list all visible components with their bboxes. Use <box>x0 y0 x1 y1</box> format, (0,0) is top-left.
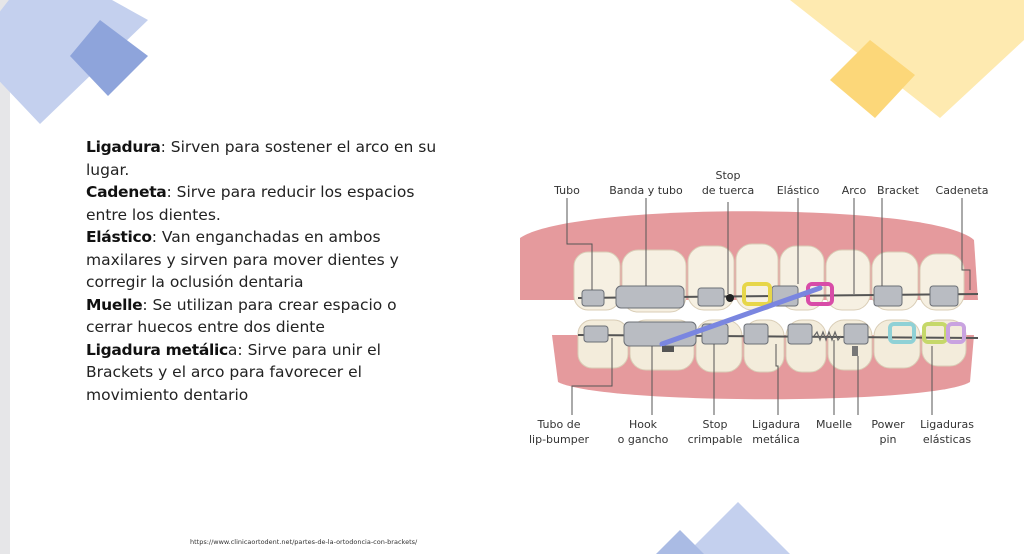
definition-item <box>86 294 446 339</box>
definition-text: : Van enganchadas en ambos maxilares y sirven para mover dientes y corregir la oclusión dentaria <box>86 228 399 291</box>
source-link[interactable]: https://www.clinicaortodent.net/partes-de-la-ortodoncia-con-brackets/ <box>190 538 418 546</box>
definition-text: : Se utilizan para crear espacio o cerrar huecos entre dos diente <box>86 295 397 336</box>
label-arco: Arco <box>841 184 867 197</box>
label-stop-crimpable: Stop crimpable <box>687 418 743 446</box>
label-hook: Hook o gancho <box>617 418 669 446</box>
definition-item <box>86 181 446 226</box>
label-ligaduras-elasticas: Ligaduras elásticas <box>920 418 974 446</box>
label-bracket: Bracket <box>877 184 919 197</box>
label-stop-de-tuerca: Stop de tuerca <box>701 169 755 197</box>
label-elastico: Elástico <box>776 184 820 197</box>
definition-text: : Sirven para sostener el arco en su lugar. <box>86 138 437 179</box>
definition-text: : Sirve para reducir los espacios entre los dientes. <box>86 183 415 224</box>
top-right-decoration <box>790 0 1024 125</box>
label-cadeneta: Cadeneta <box>935 184 989 197</box>
label-power-pin: Power pin <box>871 418 905 446</box>
definition-item <box>86 226 446 294</box>
label-tubo: Tubo <box>554 184 580 197</box>
definition-term: Ligadura <box>86 138 161 156</box>
teeth-illustration <box>512 160 992 455</box>
label-banda-y-tubo: Banda y tubo <box>609 184 683 197</box>
definition-item <box>86 339 446 407</box>
definition-term: Muelle <box>86 295 143 314</box>
definition-term: Ligadura metálic <box>86 340 228 359</box>
definition-term: Cadeneta <box>86 183 167 201</box>
definition-term: Elástico <box>86 228 152 246</box>
label-tubo-lip-bumper: Tubo de lip-bumper <box>528 418 590 446</box>
braces-diagram <box>512 160 992 455</box>
definitions-list <box>86 136 446 406</box>
definition-item <box>86 136 446 181</box>
label-muelle: Muelle <box>815 418 853 431</box>
definition-text: a: Sirve para unir el Brackets y el arco para favorecer el movimiento dentario <box>86 340 381 404</box>
top-left-decoration <box>0 0 160 130</box>
bottom-decoration <box>650 500 790 554</box>
label-ligadura-metalica: Ligadura metálica <box>751 418 801 446</box>
